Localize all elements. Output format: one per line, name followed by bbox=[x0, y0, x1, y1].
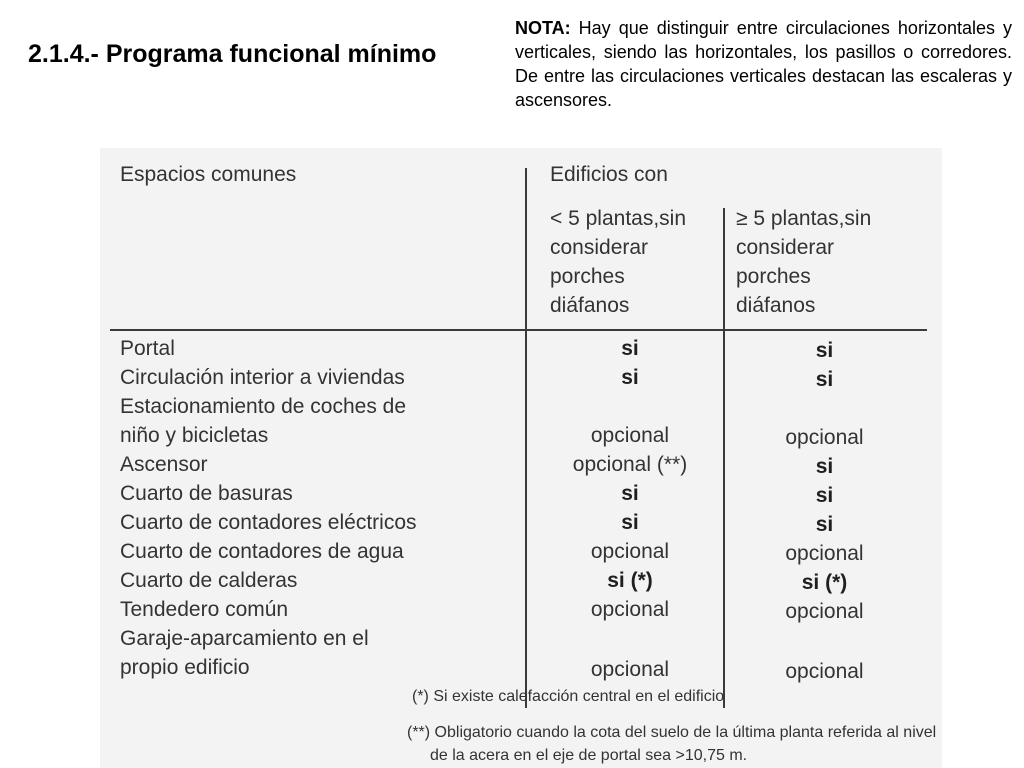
row-label: Portal bbox=[120, 337, 175, 360]
row-label: Estacionamiento de coches de bbox=[120, 395, 407, 418]
cell-less-5: si bbox=[621, 511, 639, 534]
cell-less-5: si (*) bbox=[607, 569, 653, 592]
cell-less-5: opcional bbox=[590, 598, 670, 621]
row-label: propio edificio bbox=[120, 656, 250, 679]
cell-more-5: si bbox=[815, 339, 834, 362]
header-less-5-line: < 5 plantas,sin bbox=[550, 207, 687, 230]
cell-more-5: si (*) bbox=[801, 571, 848, 594]
footnote-star: (*) Si existe calefacción central en el edificio bbox=[412, 688, 725, 705]
cell-more-5: si bbox=[815, 513, 834, 536]
column-divider bbox=[723, 208, 725, 708]
note-paragraph bbox=[515, 16, 1012, 112]
row-label: Cuarto de calderas bbox=[120, 569, 298, 592]
cell-less-5: opcional bbox=[590, 658, 670, 681]
cell-less-5: si bbox=[621, 366, 639, 389]
row-label: Ascensor bbox=[120, 453, 208, 476]
cell-more-5: opcional bbox=[785, 600, 864, 623]
row-label: Cuarto de contadores eléctricos bbox=[120, 511, 417, 534]
cell-less-5: si bbox=[621, 337, 639, 360]
cell-less-5: opcional bbox=[590, 424, 670, 447]
page-title: 2.1.4.- Programa funcional mínimo bbox=[28, 40, 437, 68]
cell-more-5: opcional bbox=[785, 660, 864, 683]
cell-more-5: opcional bbox=[785, 542, 864, 565]
cell-less-5: opcional bbox=[590, 540, 670, 563]
cell-less-5: si bbox=[621, 482, 639, 505]
header-more-5-line: considerar bbox=[736, 236, 835, 259]
header-more-5-line: porches bbox=[736, 265, 811, 288]
row-label: Circulación interior a viviendas bbox=[120, 366, 405, 389]
header-espacios: Espacios comunes bbox=[120, 163, 297, 186]
header-less-5-line: diáfanos bbox=[550, 294, 630, 317]
header-less-5-line: porches bbox=[550, 265, 625, 288]
note-label: NOTA: bbox=[515, 18, 571, 38]
row-label: Cuarto de basuras bbox=[120, 482, 293, 505]
cell-less-5: opcional (**) bbox=[572, 453, 688, 476]
row-label: Cuarto de contadores de agua bbox=[120, 540, 404, 563]
row-label: Tendedero común bbox=[120, 598, 289, 621]
row-label: niño y bicicletas bbox=[120, 424, 269, 447]
footnote-double-star: (**) Obligatorio cuando la cota del suelo de la última planta referida al nivel bbox=[407, 724, 937, 741]
cell-more-5: si bbox=[815, 484, 834, 507]
header-edificios: Edificios con bbox=[550, 163, 668, 186]
cell-more-5: si bbox=[815, 368, 834, 391]
header-more-5-line: diáfanos bbox=[736, 294, 816, 317]
header-more-5 bbox=[736, 204, 871, 320]
header-more-5-line: ≥ 5 plantas,sin bbox=[736, 207, 872, 230]
cell-more-5: si bbox=[815, 455, 834, 478]
header-less-5 bbox=[550, 204, 686, 320]
scanned-table bbox=[100, 148, 942, 768]
header-divider bbox=[110, 329, 927, 331]
footnote-double-star-continued: de la acera en el eje de portal sea >10,75 m. bbox=[430, 747, 748, 764]
row-label: Garaje-aparcamiento en el bbox=[120, 627, 369, 650]
header-less-5-line: considerar bbox=[550, 236, 649, 259]
note-text: Hay que distinguir entre circulaciones horizontales y verticales, siendo las horizontales, los pasillos o corredores. De entre las circulaciones verticales destacan las escaleras y ascensores. bbox=[515, 18, 1012, 110]
column-divider bbox=[525, 168, 527, 708]
cell-more-5: opcional bbox=[785, 426, 864, 449]
